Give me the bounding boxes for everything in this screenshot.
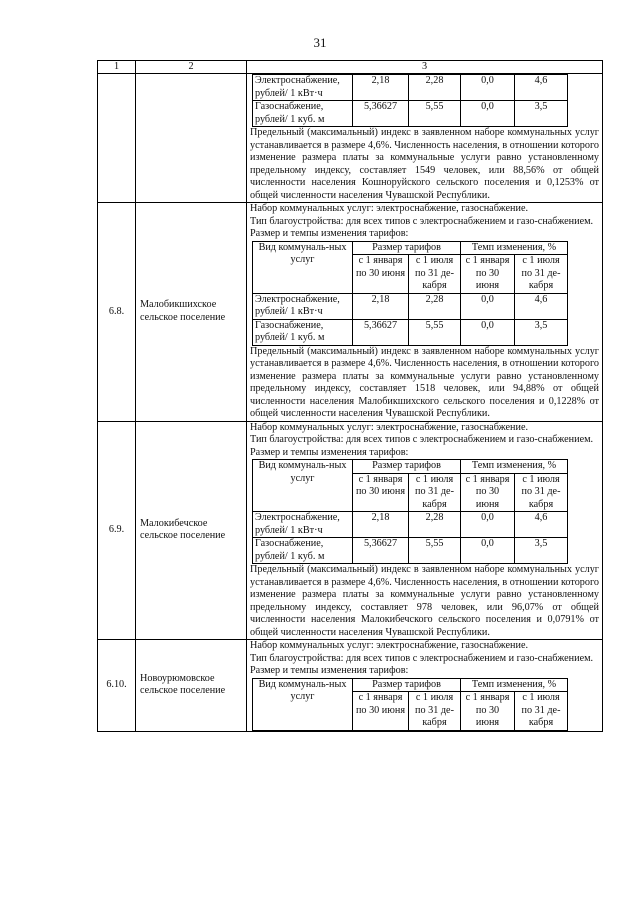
tariff-value: 3,5 bbox=[515, 101, 568, 127]
settlement-name: Малокибечское сельское поселение bbox=[136, 421, 247, 640]
tariff-value: 0,0 bbox=[461, 293, 515, 319]
tariff-value: 5,55 bbox=[409, 319, 461, 345]
tariff-value: 2,28 bbox=[409, 75, 461, 101]
service-name: Электроснабжение, рублей/ 1 кВт·ч bbox=[253, 293, 353, 319]
service-name: Газоснабжение, рублей/ 1 куб. м bbox=[253, 101, 353, 127]
tariff-value: 5,36627 bbox=[353, 319, 409, 345]
services-set-text: Набор коммунальных услуг: электроснабжение, газоснабжение. bbox=[250, 203, 529, 214]
tariff-value: 4,6 bbox=[515, 512, 568, 538]
table-row bbox=[98, 640, 603, 732]
tariff-size-caption: Размер и темпы изменения тарифов: bbox=[250, 228, 409, 239]
tariff-value: 0,0 bbox=[461, 75, 515, 101]
tariff-value: 4,6 bbox=[515, 75, 568, 101]
service-kind-header: Вид коммуналь-ных услуг bbox=[253, 678, 353, 730]
summary-paragraph: Предельный (максимальный) индекс в заявленном наборе коммунальных услуг устанавливается в размере 4,6%. Численность населения, в отношении которого изменение размера платы за коммунальные услуги равно установленному предельному индексу, составляет 978 человек, или 96,07% от общей численности населения Малокибечского сельского поселения и 0,0791% от общей численности населения Чувашской Республики. bbox=[250, 564, 599, 638]
service-name: Газоснабжение, рублей/ 1 куб. м bbox=[253, 538, 353, 564]
improvement-type-text: Тип благоустройства: для всех типов с электроснабжением и газо-снабжением. bbox=[250, 434, 594, 445]
change-rate-header: Темп изменения, % bbox=[461, 678, 568, 692]
row-content bbox=[247, 203, 603, 422]
period-header: с 1 января по 30 июня bbox=[353, 473, 409, 512]
row-content bbox=[247, 421, 603, 640]
tariff-value: 2,28 bbox=[409, 512, 461, 538]
period-header: с 1 июля по 31 де-кабря bbox=[409, 692, 461, 731]
header-col-2: 2 bbox=[136, 61, 247, 74]
table-row bbox=[98, 74, 603, 203]
tariff-subtable bbox=[252, 74, 568, 127]
row-number bbox=[98, 74, 136, 203]
service-name: Электроснабжение, рублей/ 1 кВт·ч bbox=[253, 75, 353, 101]
tariff-size-header: Размер тарифов bbox=[353, 460, 461, 474]
tariff-value: 5,36627 bbox=[353, 101, 409, 127]
tariff-value: 2,18 bbox=[353, 293, 409, 319]
settlement-name bbox=[136, 74, 247, 203]
change-rate-header: Темп изменения, % bbox=[461, 460, 568, 474]
tariff-value: 0,0 bbox=[461, 101, 515, 127]
page-number: 31 bbox=[313, 35, 327, 50]
period-header: с 1 января по 30 июня bbox=[461, 473, 515, 512]
service-name: Газоснабжение, рублей/ 1 куб. м bbox=[253, 319, 353, 345]
table-row bbox=[98, 421, 603, 640]
change-rate-header: Темп изменения, % bbox=[461, 241, 568, 255]
row-content bbox=[247, 74, 603, 203]
tariff-value: 0,0 bbox=[461, 538, 515, 564]
service-kind-header: Вид коммуналь-ных услуг bbox=[253, 241, 353, 293]
period-header: с 1 января по 30 июня bbox=[461, 255, 515, 294]
settlement-name: Малобикшихское сельское поселение bbox=[136, 203, 247, 422]
period-header: с 1 июля по 31 де-кабря bbox=[515, 255, 568, 294]
tariff-value: 0,0 bbox=[461, 512, 515, 538]
row-number: 6.10. bbox=[98, 640, 136, 732]
tariff-subtable bbox=[252, 241, 568, 346]
tariff-size-header: Размер тарифов bbox=[353, 241, 461, 255]
period-header: с 1 января по 30 июня bbox=[353, 692, 409, 731]
service-kind-header: Вид коммуналь-ных услуг bbox=[253, 460, 353, 512]
improvement-type-text: Тип благоустройства: для всех типов с электроснабжением и газо-снабжением. bbox=[250, 215, 594, 227]
tariff-value: 5,36627 bbox=[353, 538, 409, 564]
tariff-size-header: Размер тарифов bbox=[353, 678, 461, 692]
tariff-row bbox=[253, 319, 568, 345]
tariff-row bbox=[253, 293, 568, 319]
tariff-value: 5,55 bbox=[409, 538, 461, 564]
tariff-row bbox=[253, 75, 568, 101]
column-number-header bbox=[98, 61, 603, 74]
header-col-1: 1 bbox=[98, 61, 136, 74]
services-set-text: Набор коммунальных услуг: электроснабжение, газоснабжение. bbox=[250, 421, 529, 433]
services-set-text: Набор коммунальных услуг: электроснабжение, газоснабжение. bbox=[250, 640, 529, 651]
tariff-value: 3,5 bbox=[515, 538, 568, 564]
period-header: с 1 января по 30 июня bbox=[461, 692, 515, 731]
period-header: с 1 июля по 31 де-кабря bbox=[409, 255, 461, 294]
tariff-value: 0,0 bbox=[461, 319, 515, 345]
header-col-3: 3 bbox=[247, 61, 603, 74]
service-name: Электроснабжение, рублей/ 1 кВт·ч bbox=[253, 512, 353, 538]
tariff-row bbox=[253, 512, 568, 538]
tariff-value: 4,6 bbox=[515, 293, 568, 319]
improvement-type-text: Тип благоустройства: для всех типов с электроснабжением и газо-снабжением. bbox=[250, 652, 594, 664]
tariff-value: 3,5 bbox=[515, 319, 568, 345]
summary-paragraph: Предельный (максимальный) индекс в заявленном наборе коммунальных услуг устанавливается в размере 4,6%. Численность населения, в отношении которого изменение размера платы за коммунальные услуги равно установленному предельному индексу, составляет 1549 человек, или 88,56% от общей численности населения Кошноруйского сельского поселения и 0,1253% от общей численности населения Чувашской Республики. bbox=[250, 127, 599, 201]
tariff-value: 2,28 bbox=[409, 293, 461, 319]
period-header: с 1 июля по 31 де-кабря bbox=[515, 692, 568, 731]
row-number: 6.8. bbox=[98, 203, 136, 422]
period-header: с 1 июля по 31 де-кабря bbox=[409, 473, 461, 512]
settlement-name: Новоурюмовское сельское поселение bbox=[136, 640, 247, 732]
period-header: с 1 января по 30 июня bbox=[353, 255, 409, 294]
tariff-document-table bbox=[97, 60, 603, 732]
summary-paragraph: Предельный (максимальный) индекс в заявленном наборе коммунальных услуг устанавливается в размере 4,6%. Численность населения, в отношении которого изменение размера платы за коммунальные услуги равно установленному предельному индексу, составляет 1518 человек, или 94,88% от общей численности населения Малобикшихского сельского поселения и 0,1228% от общей численности населения Чувашской Республики. bbox=[250, 345, 599, 419]
tariff-row bbox=[253, 101, 568, 127]
tariff-row bbox=[253, 538, 568, 564]
tariff-subtable bbox=[252, 459, 568, 564]
tariff-subtable bbox=[252, 678, 568, 731]
tariff-size-caption: Размер и темпы изменения тарифов: bbox=[250, 665, 409, 676]
row-number: 6.9. bbox=[98, 421, 136, 640]
tariff-value: 2,18 bbox=[353, 75, 409, 101]
period-header: с 1 июля по 31 де-кабря bbox=[515, 473, 568, 512]
row-content bbox=[247, 640, 603, 732]
tariff-size-caption: Размер и темпы изменения тарифов: bbox=[250, 446, 409, 458]
table-row bbox=[98, 203, 603, 422]
tariff-value: 2,18 bbox=[353, 512, 409, 538]
tariff-value: 5,55 bbox=[409, 101, 461, 127]
